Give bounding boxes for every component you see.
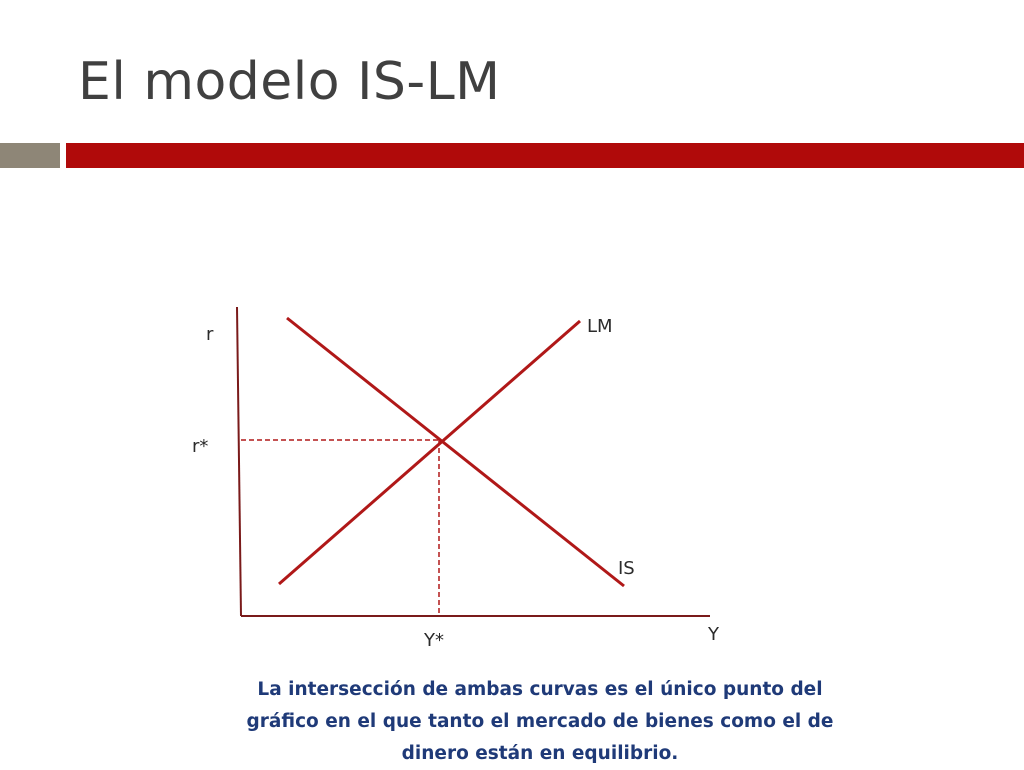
lm-curve <box>279 321 580 584</box>
is-curve <box>287 318 624 586</box>
y-axis <box>237 307 241 616</box>
r-star-label: r* <box>192 436 209 457</box>
lm-curve-label: LM <box>587 316 613 337</box>
x-axis-label: Y <box>708 624 719 645</box>
is-curve-label: IS <box>618 558 635 579</box>
caption-text: La intersección de ambas curvas es el único punto del gráfico en el que tanto el mercado de bienes como el de dinero están en equilibrio. <box>246 679 834 764</box>
y-axis-label: r <box>206 324 214 345</box>
slide-title: El modelo IS-LM <box>78 52 501 112</box>
y-star-label: Y* <box>424 630 444 651</box>
